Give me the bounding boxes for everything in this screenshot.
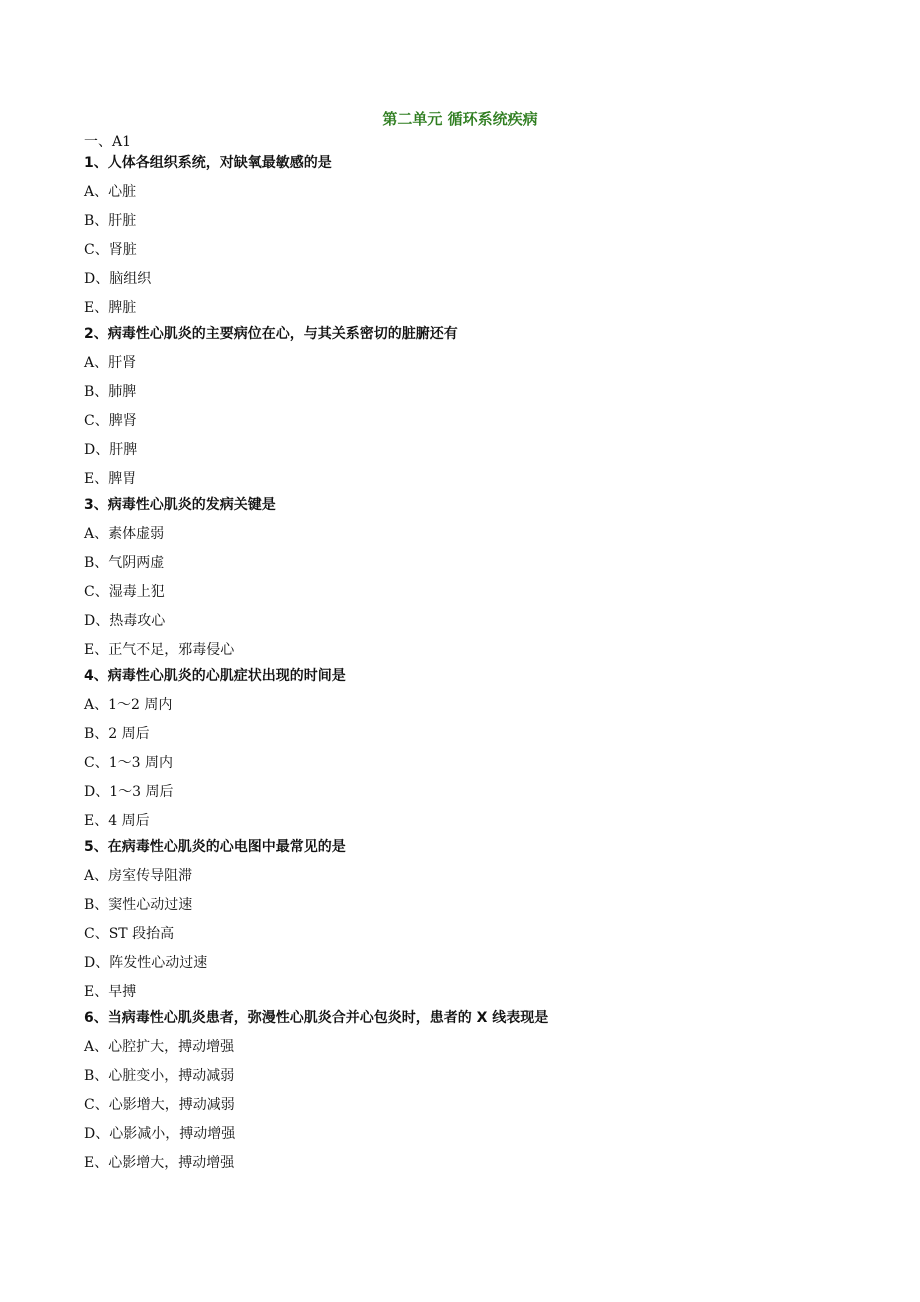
option-d: D、心影减小，搏动增强	[84, 1126, 236, 1142]
option-c: C、湿毒上犯	[84, 584, 165, 600]
option-a: A、心脏	[84, 184, 137, 200]
option-d: D、脑组织	[84, 271, 152, 287]
option-a: A、房室传导阻滞	[84, 868, 193, 884]
option-c: C、脾肾	[84, 413, 137, 429]
option-a: A、心腔扩大，搏动增强	[84, 1039, 235, 1055]
question-4	[84, 666, 844, 831]
question-stem: 1、人体各组织系统，对缺氧最敏感的是	[84, 155, 332, 171]
unit-title: 第二单元 循环系统疾病	[382, 110, 538, 128]
question-stem: 6、当病毒性心肌炎患者，弥漫性心肌炎合并心包炎时，患者的 X 线表现是	[84, 1010, 549, 1026]
option-a: A、肝肾	[84, 355, 137, 371]
question-stem: 5、在病毒性心肌炎的心电图中最常见的是	[84, 839, 346, 855]
option-b: B、肝脏	[84, 213, 137, 229]
option-e: E、早搏	[84, 984, 137, 1000]
option-d: D、阵发性心动过速	[84, 955, 208, 971]
option-c: C、心影增大，搏动减弱	[84, 1097, 235, 1113]
question-list	[84, 132, 844, 1182]
option-e: E、脾脏	[84, 300, 137, 316]
option-b: B、心脏变小，搏动减弱	[84, 1068, 235, 1084]
question-stem: 2、病毒性心肌炎的主要病位在心，与其关系密切的脏腑还有	[84, 326, 458, 342]
option-c: C、ST 段抬高	[84, 926, 175, 942]
option-e: E、脾胃	[84, 471, 137, 487]
option-d: D、热毒攻心	[84, 613, 166, 629]
question-stem: 4、病毒性心肌炎的心肌症状出现的时间是	[84, 668, 346, 684]
option-b: B、肺脾	[84, 384, 137, 400]
option-a: A、1～2 周内	[84, 697, 173, 713]
option-d: D、肝脾	[84, 442, 138, 458]
option-e: E、正气不足，邪毒侵心	[84, 642, 235, 658]
question-5	[84, 837, 844, 1002]
question-3	[84, 495, 844, 660]
option-b: B、2 周后	[84, 726, 150, 742]
option-b: B、窦性心动过速	[84, 897, 193, 913]
option-c: C、1～3 周内	[84, 755, 173, 771]
option-e: E、4 周后	[84, 813, 150, 829]
question-1	[84, 153, 844, 318]
option-b: B、气阴两虚	[84, 555, 165, 571]
option-d: D、1～3 周后	[84, 784, 174, 800]
question-6	[84, 1008, 844, 1173]
option-a: A、素体虚弱	[84, 526, 165, 542]
question-stem: 3、病毒性心肌炎的发病关键是	[84, 497, 276, 513]
section-heading: 一、A1	[84, 134, 132, 150]
option-e: E、心影增大，搏动增强	[84, 1155, 235, 1171]
question-2	[84, 324, 844, 489]
option-c: C、肾脏	[84, 242, 137, 258]
